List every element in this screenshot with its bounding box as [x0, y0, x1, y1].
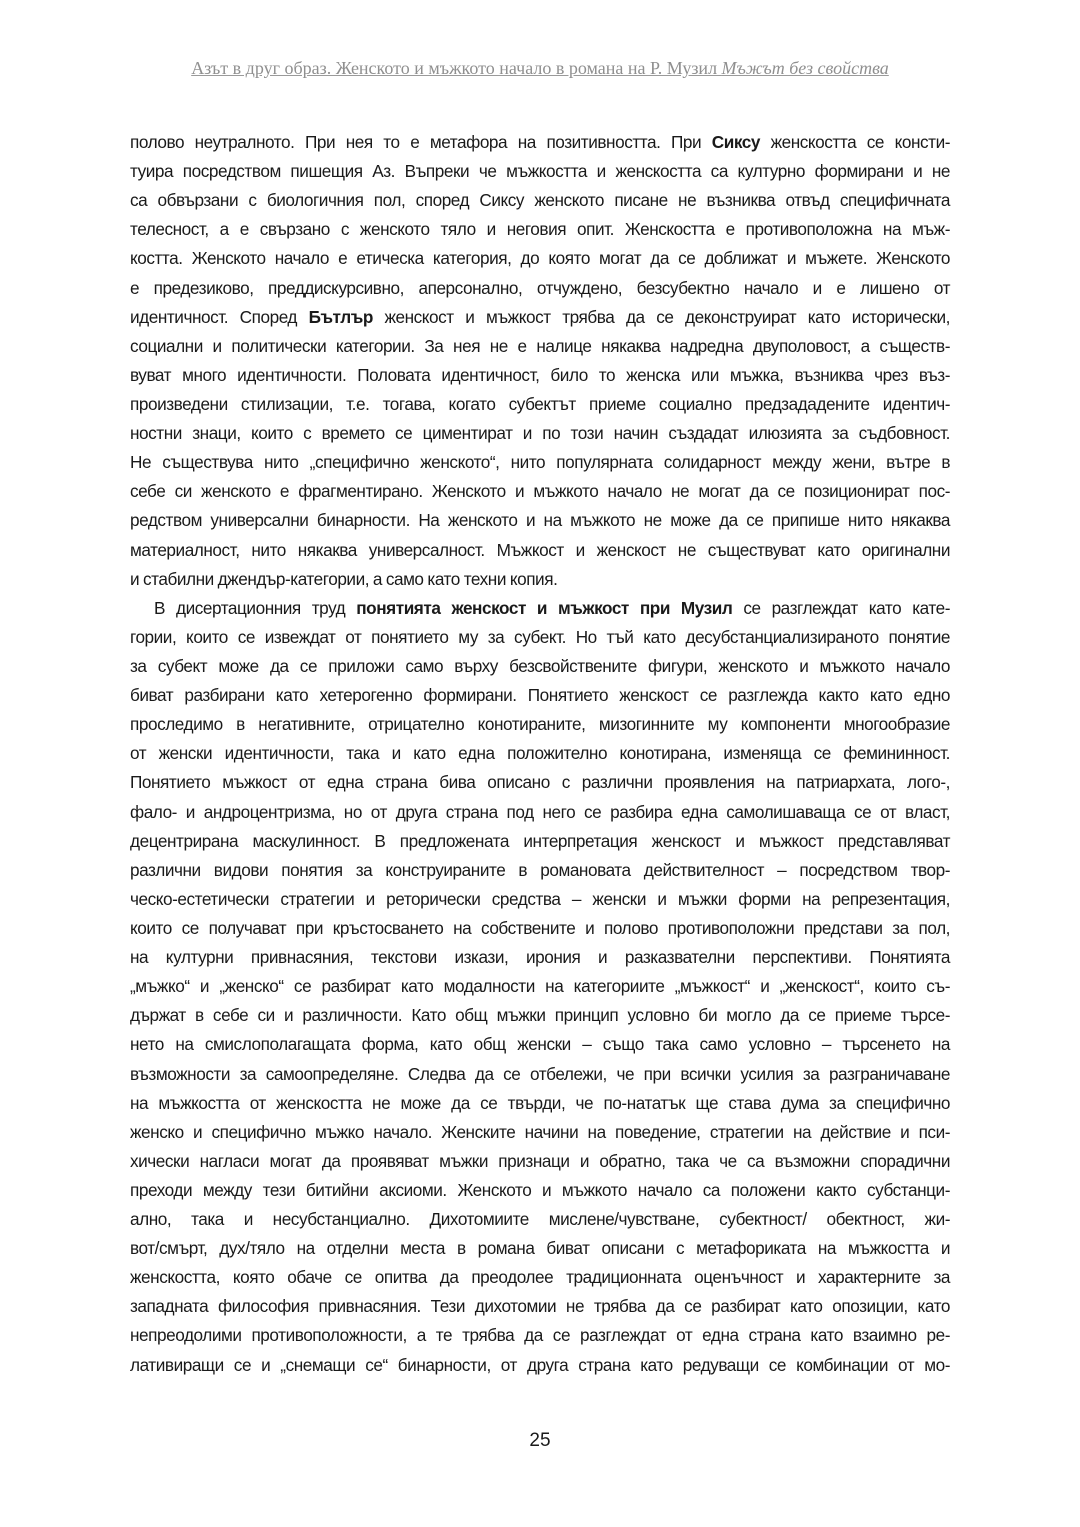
- text-line: [130, 1263, 950, 1292]
- text-segment: е предезиково, преддискурсивно, аперсонално, отчуждено, безсубектно начало и е лишено от: [130, 277, 950, 298]
- text-line: [130, 914, 950, 943]
- text-line: [130, 1147, 950, 1176]
- text-segment: които се получават при кръстосването на собствените и полово противоположни представи за пол,: [130, 917, 950, 938]
- text-segment: и стабилни джендър-категории, а само като техни копия.: [130, 568, 558, 589]
- text-segment: вуват много идентичности. Половата идентичност, било то женска или мъжка, възниква чрез въз-: [130, 364, 950, 385]
- text-line: [130, 1176, 950, 1205]
- text-line: [130, 1030, 950, 1059]
- text-segment: нето на смислополагащата форма, като общ женски – също така само условно – търсенето на: [130, 1034, 950, 1055]
- text-line: [130, 419, 950, 448]
- text-segment: преходи между тези битийни аксиоми. Женското и мъжкото начало са положени както субстанци-: [130, 1179, 950, 1200]
- text-segment: „мъжко“ и „женско“ се разбират като модалности на категориите „мъжкост“ и „женскост“, които съ-: [130, 976, 950, 997]
- text-segment: женскостта, която обаче се опитва да преодолее традиционната оценъчност и характерните за: [130, 1267, 950, 1288]
- text-segment: биват разбирани като хетерогенно формирани. Понятието женскост се разглежда както като едно: [130, 685, 950, 706]
- text-line: [130, 710, 950, 739]
- text-segment: материалност, нито някаква универсалност. Мъжкост и женскост не съществуват като оригинални: [130, 539, 950, 560]
- text-line: [130, 1205, 950, 1234]
- text-segment: на мъжкостта от женскостта не може да се твърди, че по-нататък ще става дума за специфично: [130, 1092, 950, 1113]
- text-segment: костта. Женското начало е етическа категория, до която могат да се доближат и мъжете. Женското: [130, 248, 950, 269]
- text-line: [130, 623, 950, 652]
- text-line: [130, 332, 950, 361]
- text-line: [130, 1321, 950, 1350]
- text-line: [130, 361, 950, 390]
- text-segment: различни видови понятия за конструираните в романовата действителност – посредством твор-: [130, 859, 950, 880]
- text-segment: туира посредством пишещия Аз. Въпреки че мъжкостта и женскостта са културно формирани и не: [130, 161, 950, 182]
- text-line: [130, 128, 950, 157]
- text-line: [130, 448, 950, 477]
- text-segment: фало- и андроцентризма, но от друга страна под него се разбира една самолишаваща се от власт,: [130, 801, 950, 822]
- text-line: [130, 186, 950, 215]
- text-segment: на културни привнасяния, текстови изкази, ирония и разказвателни перспективи. Понятията: [130, 947, 950, 968]
- text-line: [130, 798, 950, 827]
- text-segment: редством универсални бинарности. На женското и на мъжкото не може да се припише нито някаква: [130, 510, 950, 531]
- body-text: [130, 128, 950, 1380]
- text-segment: държат в себе си и различности. Като общ мъжки принцип условно би могло да се приеме търсе-: [130, 1005, 950, 1026]
- text-line: [130, 1292, 950, 1321]
- paragraph: [130, 594, 950, 1380]
- text-segment: произведени стилизации, т.е. тогава, когато субектът приеме социално предзададените идентич-: [130, 393, 950, 414]
- text-line: [130, 1234, 950, 1263]
- text-line: [130, 827, 950, 856]
- text-segment: социални и политически категории. За нея не е налице някаква надредна двуполовост, а съществ-: [130, 335, 950, 356]
- text-line: [130, 506, 950, 535]
- text-line: [130, 739, 950, 768]
- text-line: [130, 565, 950, 594]
- text-segment: хически нагласи могат да проявяват мъжки признаци и обратно, така че са възможни спорадични: [130, 1150, 950, 1171]
- text-line: [130, 1118, 950, 1147]
- text-line: [130, 768, 950, 797]
- bold-term: понятията женскост и мъжкост при Музил: [356, 597, 733, 618]
- text-line: [130, 943, 950, 972]
- text-segment: от женски идентичности, така и като една положително конотирана, изменяща се фемининност.: [130, 743, 950, 764]
- bold-term: Сиксу: [711, 132, 760, 152]
- running-header: [0, 58, 1080, 79]
- text-segment: проследимо в негативните, отрицателно конотираните, мизогинните му компоненти многообразие: [130, 714, 950, 735]
- text-segment: непреодолими противоположности, а те трябва да се разглеждат от една страна като взаимно ре-: [130, 1325, 950, 1346]
- text-line: [130, 652, 950, 681]
- text-segment: са обвързани с биологичния пол, според Сиксу женското писане не възниква отвъд специфичната: [130, 190, 950, 211]
- text-line: [130, 594, 950, 623]
- text-segment: идентичност. Според: [130, 306, 309, 327]
- text-segment: възможности за самоопределяне. Следва да се отбележи, че при всички усилия за разграничаване: [130, 1063, 950, 1084]
- text-segment: лативиращи се и „снемащи се“ бинарности, от друга страна като редуващи се комбинации от мо-: [130, 1354, 950, 1375]
- text-segment: себе си женското е фрагментирано. Женското и мъжкото начало не могат да се позиционират пос-: [130, 481, 950, 502]
- text-line: [130, 215, 950, 244]
- text-segment: децентрирана маскулинност. В предложената интерпретация женскост и мъжкост представляват: [130, 830, 950, 851]
- text-segment: полово неутралното. При нея то е метафора на позитивността. При: [130, 132, 712, 152]
- text-line: [130, 1060, 950, 1089]
- text-segment: вот/смърт, дух/тяло на отделни места в романа биват описани с метафориката на мъжкостта и: [130, 1238, 950, 1259]
- text-line: [130, 157, 950, 186]
- text-segment: женскост и мъжкост трябва да се деконструират като исторически,: [372, 306, 950, 327]
- text-segment: гории, които се извеждат от понятието му за субект. Но тъй като десубстанциализираното понятие: [130, 626, 950, 647]
- bold-term: Бътлър: [308, 306, 373, 327]
- page-number: 25: [529, 1430, 551, 1451]
- text-line: [130, 972, 950, 1001]
- text-line: [130, 856, 950, 885]
- text-line: [130, 390, 950, 419]
- text-segment: се разглеждат като кате-: [732, 597, 951, 618]
- text-segment: за субект може да се приложи само върху безсвойствените фигури, женското и мъжкото начало: [130, 655, 950, 676]
- text-line: [130, 681, 950, 710]
- paragraph: [130, 128, 950, 594]
- text-segment: В дисертационния труд: [154, 597, 357, 618]
- text-segment: женскостта се консти-: [760, 132, 950, 152]
- text-segment: телесност, а е свързано с женското тяло и неговия опит. Женскостта е противоположна на мъж-: [130, 219, 950, 240]
- text-line: [130, 1351, 950, 1380]
- text-line: [130, 303, 950, 332]
- running-header-title: Азът в друг образ. Женското и мъжкото начало в романа на Р. Музил: [191, 58, 722, 78]
- text-segment: Понятието мъжкост от една страна бива описано с различни проявления на патриархата, лого-,: [130, 772, 950, 793]
- text-line: [130, 1001, 950, 1030]
- text-line: [130, 477, 950, 506]
- text-line: [130, 536, 950, 565]
- text-line: [130, 1089, 950, 1118]
- text-segment: Не съществува нито „специфично женското“, нито популярната солидарност между жени, вътре в: [130, 452, 950, 473]
- text-segment: западната философия привнасяния. Тези дихотомии не трябва да се разбират като опозиции, като: [130, 1296, 950, 1317]
- text-segment: ческо-естетически стратегии и реторически средства – женски и мъжки форми на репрезентация,: [130, 888, 950, 909]
- running-header-book-title: Мъжът без свойства: [721, 58, 889, 78]
- text-line: [130, 244, 950, 273]
- text-segment: ално, така и несубстанциално. Дихотомиите мислене/чувстване, субектност/ обектност, жи-: [130, 1209, 950, 1230]
- text-line: [130, 274, 950, 303]
- text-segment: женско и специфично мъжко начало. Женските начини на поведение, стратегии на действие и пси-: [130, 1121, 950, 1142]
- text-segment: ностни знаци, които с времето се циментират и по този начин създадат илюзията за съдбовност.: [130, 423, 950, 444]
- text-line: [130, 885, 950, 914]
